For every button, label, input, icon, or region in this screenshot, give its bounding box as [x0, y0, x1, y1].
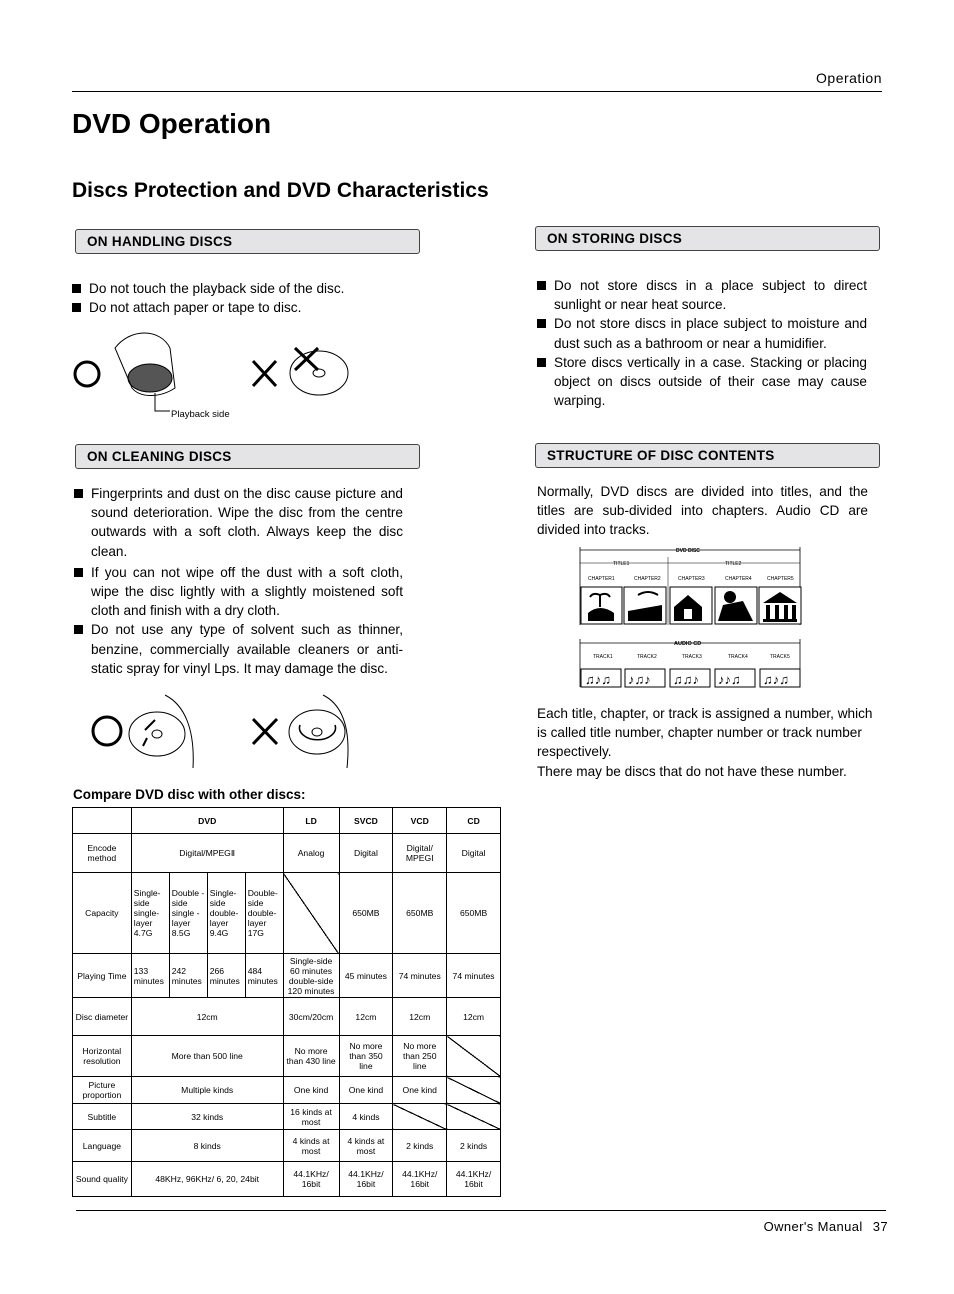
table-row [73, 954, 501, 998]
table-cell: 650MB [339, 873, 393, 954]
correct-circle-icon [75, 362, 99, 386]
empty-cell [447, 1104, 501, 1130]
table-cell [131, 873, 283, 954]
track-label: TRACK5 [770, 654, 790, 660]
table-cell: Digital/ MPEGⅠ [393, 834, 447, 873]
dvd-disc-label: DVD DISC [676, 548, 700, 554]
table-cell [131, 954, 283, 998]
header-section-label: Operation [816, 70, 882, 86]
table-cell: More than 500 line [131, 1036, 283, 1077]
table-corner-cell [73, 808, 132, 834]
table-cell: 12cm [339, 998, 393, 1036]
handling-item: Do not attach paper or tape to disc. [72, 298, 412, 317]
table-header-row [73, 808, 501, 834]
svg-text:♪♫♪: ♪♫♪ [628, 672, 651, 687]
correct-circle-icon [93, 717, 121, 745]
cleaning-list [73, 484, 403, 678]
table-cell: 32 kinds [131, 1104, 283, 1130]
sub-cell: 266 minutes [208, 954, 246, 997]
audio-cd-label: AUDIO CD [674, 641, 702, 647]
footer-manual: Owner's Manual [763, 1219, 863, 1234]
table-cell: 45 minutes [339, 954, 393, 998]
storing-item: Do not store discs in a place subject to direct sunlight or near heat source. [537, 276, 867, 314]
row-label: Subtitle [73, 1104, 132, 1130]
storing-item: Store discs vertically in a case. Stacking or placing object on discs outside of their case may cause warping. [537, 353, 867, 411]
table-cell: 74 minutes [393, 954, 447, 998]
table-cell: 30cm/20cm [283, 998, 339, 1036]
table-row [73, 1036, 501, 1077]
compare-heading: Compare DVD disc with other discs: [73, 787, 306, 802]
chapter-label: CHAPTER5 [767, 576, 794, 582]
table-cell: 16 kinds at most [283, 1104, 339, 1130]
table-cell: No more than 430 line [283, 1036, 339, 1077]
table-cell: 44.1KHz/ 16bit [283, 1162, 339, 1197]
col-header: LD [283, 808, 339, 834]
sub-cell: 133 minutes [132, 954, 170, 997]
structure-intro: Normally, DVD discs are divided into titles, and the titles are sub-divided into chapters. Audio CD are divided into tracks. [537, 484, 868, 538]
storing-heading: ON STORING DISCS [535, 226, 880, 251]
playback-side-label: Playback side [171, 409, 230, 420]
disc-held-icon [128, 364, 172, 392]
table-cell: 2 kinds [393, 1130, 447, 1162]
track-label: TRACK2 [637, 654, 657, 660]
chapter-label: CHAPTER4 [725, 576, 752, 582]
track-label: TRACK1 [593, 654, 613, 660]
sub-cell: Single-side single-layer 4.7G [132, 873, 170, 953]
table-cell: 12cm [131, 998, 283, 1036]
sub-cell: Double-side double-layer 17G [247, 888, 278, 938]
sub-cell: Double -side single -layer 8.5G [170, 873, 208, 953]
table-cell: 44.1KHz/ 16bit [393, 1162, 447, 1197]
col-header: CD [447, 808, 501, 834]
table-cell: 4 kinds [339, 1104, 393, 1130]
table-cell: No more than 250 line [393, 1036, 447, 1077]
title-label: TITLE2 [725, 561, 742, 567]
row-label: Language [73, 1130, 132, 1162]
table-cell: 12cm [393, 998, 447, 1036]
svg-text:♫♫♪: ♫♫♪ [673, 672, 699, 687]
row-label: Playing Time [73, 954, 132, 998]
row-label: Sound quality [73, 1162, 132, 1197]
page-title: DVD Operation [72, 108, 272, 139]
cleaning-item: Fingerprints and dust on the disc cause picture and sound deterioration. Wipe the disc from the centre outwards with a soft cloth. Always keep the disc clean. [73, 484, 403, 561]
chapter-label: CHAPTER1 [588, 576, 615, 582]
table-row [73, 1077, 501, 1104]
title-label: TITLE1 [613, 561, 630, 567]
sub-cell: Single-side double-layer 9.4G [208, 873, 246, 953]
footer [764, 1219, 888, 1234]
cleaning-item: Do not use any type of solvent such as thinner, benzine, commercially available cleaners or anti-static spray for vinyl Lps. It may damage the disc. [73, 620, 403, 678]
storing-item: Do not store discs in place subject to moisture and dust such as a bathroom or near a humidifier. [537, 314, 867, 352]
table-cell: 44.1KHz/ 16bit [339, 1162, 393, 1197]
structure-outro [537, 704, 877, 781]
table-row [73, 1130, 501, 1162]
table-cell: One kind [283, 1077, 339, 1104]
handling-heading: ON HANDLING DISCS [75, 229, 420, 254]
row-label: Picture proportion [73, 1077, 132, 1104]
handling-list [72, 279, 412, 317]
page-number: 37 [872, 1219, 888, 1234]
disc-icon [289, 710, 345, 754]
chapter-images [581, 587, 801, 624]
structure-outro-2: There may be discs that do not have these number. [537, 763, 847, 779]
svg-text:♫♪♫: ♫♪♫ [585, 672, 611, 687]
table-cell: 12cm [447, 998, 501, 1036]
table-cell: Digital [339, 834, 393, 873]
col-header: DVD [131, 808, 283, 834]
structure-heading: STRUCTURE OF DISC CONTENTS [535, 443, 880, 468]
table-cell: 74 minutes [447, 954, 501, 998]
table-cell: 44.1KHz/ 16bit [447, 1162, 501, 1197]
disc-icon [129, 712, 185, 756]
structure-outro-1: Each title, chapter, or track is assigned a number, which is called title number, chapter number or track number respectively. [537, 706, 873, 760]
row-label: Capacity [73, 873, 132, 954]
table-cell: 650MB [393, 873, 447, 954]
table-row [73, 1162, 501, 1197]
section-title: Discs Protection and DVD Characteristics [72, 179, 489, 202]
hand-icon [165, 695, 193, 768]
table-cell: No more than 350 line [339, 1036, 393, 1077]
chapter-label: CHAPTER2 [634, 576, 661, 582]
cleaning-item: If you can not wipe off the dust with a soft cloth, wipe the disc lightly with a slightly moistened soft cloth and finish with a dry cloth. [73, 563, 403, 621]
table-cell: 2 kinds [447, 1130, 501, 1162]
empty-cell [393, 1104, 447, 1130]
table-cell: Analog [283, 834, 339, 873]
row-label: Horizontal resolution [73, 1036, 132, 1077]
top-rule [72, 91, 882, 92]
compare-table [72, 807, 501, 1197]
disc-structure-diagram [578, 545, 803, 691]
table-cell: 48KHz, 96KHz/ 6, 20, 24bit [131, 1162, 283, 1197]
table-row [73, 998, 501, 1036]
cleaning-illustration [85, 690, 355, 774]
track-images [581, 669, 800, 687]
table-cell: 650MB [447, 873, 501, 954]
table-cell: 4 kinds at most [339, 1130, 393, 1162]
table-row [73, 873, 501, 954]
table-cell: One kind [339, 1077, 393, 1104]
empty-cell [447, 1036, 501, 1077]
col-header: VCD [393, 808, 447, 834]
table-cell: 8 kinds [131, 1130, 283, 1162]
svg-text:♫♪♫: ♫♪♫ [763, 672, 789, 687]
table-cell: Single-side 60 minutes double-side 120 minutes [283, 954, 339, 998]
row-label: Encode method [73, 834, 132, 873]
table-cell: Digital/MPEGⅡ [131, 834, 283, 873]
row-label: Disc diameter [73, 998, 132, 1036]
bottom-rule [76, 1210, 886, 1211]
table-cell: One kind [393, 1077, 447, 1104]
table-cell: 4 kinds at most [283, 1130, 339, 1162]
chapter-label: CHAPTER3 [678, 576, 705, 582]
col-header: SVCD [339, 808, 393, 834]
table-row [73, 1104, 501, 1130]
table-cell: Digital [447, 834, 501, 873]
cleaning-heading: ON CLEANING DISCS [75, 444, 420, 469]
handling-item: Do not touch the playback side of the disc. [72, 279, 412, 298]
track-label: TRACK3 [682, 654, 702, 660]
svg-text:♪♪♫: ♪♪♫ [718, 672, 741, 687]
table-row [73, 834, 501, 873]
disc-icon [290, 351, 348, 395]
table-cell: Multiple kinds [131, 1077, 283, 1104]
track-label: TRACK4 [728, 654, 748, 660]
sub-cell: 484 minutes [247, 965, 278, 986]
storing-list [537, 276, 867, 410]
empty-cell [447, 1077, 501, 1104]
sub-cell: 242 minutes [170, 954, 208, 997]
empty-cell [283, 873, 339, 954]
